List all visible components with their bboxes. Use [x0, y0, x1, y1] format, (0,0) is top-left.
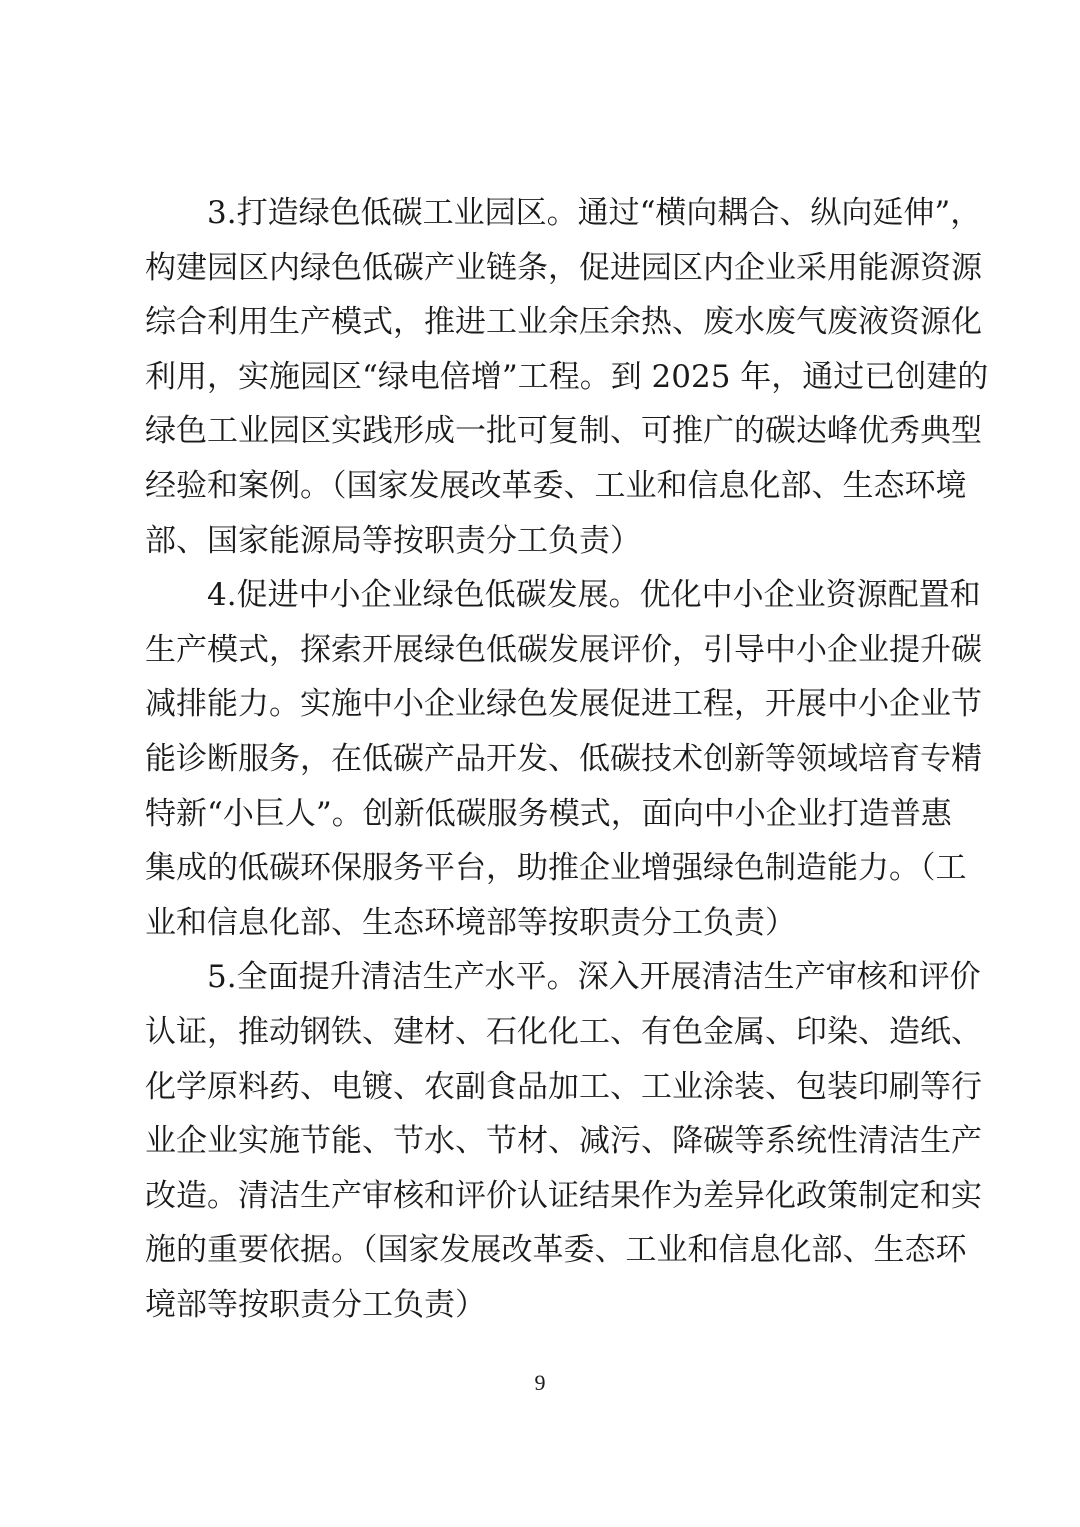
- text-line: 经验和案例。（国家发展改革委、工业和信息化部、生态环境: [145, 467, 967, 504]
- text-line: 集成的低碳环保服务平台，助推企业增强绿色制造能力。（工: [145, 850, 967, 887]
- paragraph-industrial-parks: [145, 186, 989, 568]
- text-line: 特新“小巨人”。创新低碳服务模式，面向中小企业打造普惠: [145, 795, 952, 832]
- text-line: 5.全面提升清洁生产水平。深入开展清洁生产审核和评价: [207, 959, 981, 996]
- text-line: 利用，实施园区“绿电倍增”工程。到 2025 年，通过已创建的: [145, 358, 989, 395]
- text-line: 认证，推动钢铁、建材、石化化工、有色金属、印染、造纸、: [145, 1013, 982, 1050]
- text-line: 构建园区内绿色低碳产业链条，促进园区内企业采用能源资源: [145, 249, 982, 286]
- text-line: 减排能力。实施中小企业绿色发展促进工程，开展中小企业节: [145, 686, 982, 723]
- text-line: 部、国家能源局等按职责分工负责）: [145, 522, 641, 559]
- text-line: 综合利用生产模式，推进工业余压余热、废水废气废液资源化: [145, 304, 982, 341]
- body-text: [145, 186, 989, 1332]
- text-line: 境部等按职责分工负责）: [145, 1286, 486, 1323]
- text-line: 生产模式，探索开展绿色低碳发展评价，引导中小企业提升碳: [145, 631, 982, 668]
- paragraph-sme-development: [145, 568, 982, 950]
- paragraph-clean-production: [145, 950, 982, 1332]
- text-line: 业和信息化部、生态环境部等按职责分工负责）: [145, 904, 796, 941]
- text-line: 施的重要依据。（国家发展改革委、工业和信息化部、生态环: [145, 1232, 967, 1269]
- text-line: 化学原料药、电镀、农副食品加工、工业涂装、包装印刷等行: [145, 1068, 982, 1105]
- text-line: 4.促进中小企业绿色低碳发展。优化中小企业资源配置和: [207, 577, 981, 614]
- page-number: 9: [534, 1370, 546, 1395]
- text-line: 绿色工业园区实践形成一批可复制、可推广的碳达峰优秀典型: [145, 413, 982, 450]
- text-line: 业企业实施节能、节水、节材、减污、降碳等系统性清洁生产: [145, 1123, 982, 1160]
- text-line: 能诊断服务，在低碳产品开发、低碳技术创新等领域培育专精: [145, 740, 982, 777]
- text-line: 3.打造绿色低碳工业园区。通过“横向耦合、纵向延伸”，: [207, 195, 982, 231]
- text-line: 改造。清洁生产审核和评价认证结果作为差异化政策制定和实: [145, 1177, 982, 1214]
